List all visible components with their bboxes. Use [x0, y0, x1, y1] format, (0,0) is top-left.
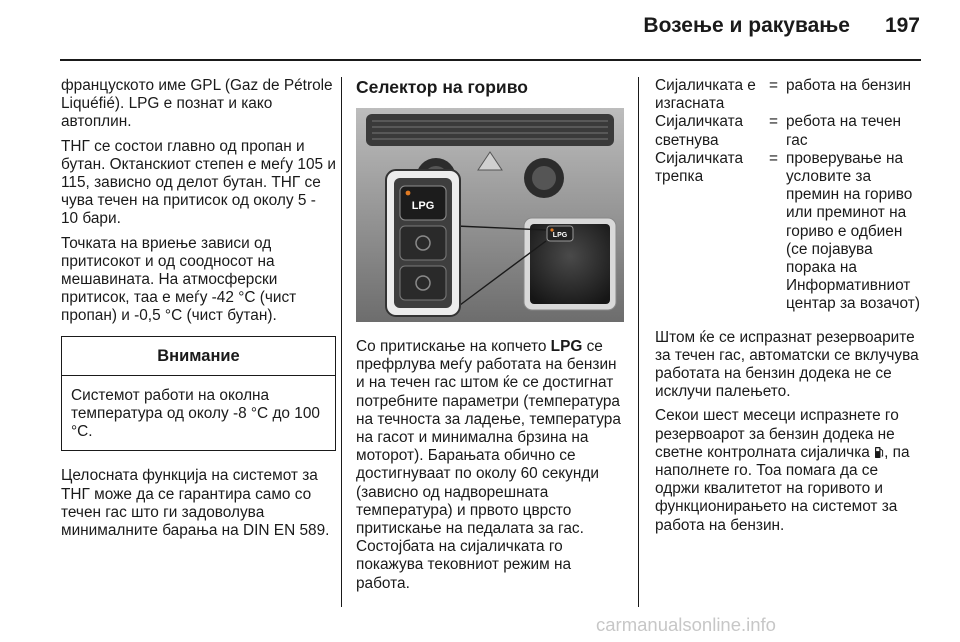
lpg-indicator-led: [406, 191, 411, 196]
column-left: [61, 77, 336, 546]
paragraph-lpg-composition: ТНГ се состои главно од пропан и бутан. Октанскиот степен е меѓу 105 и 115, зависно од делот бутан. ТНГ се чува течен на притисок од околу 5 - 10 бари.: [61, 137, 336, 228]
paragraph-din-norm: Целосната функција на системот за ТНГ може да се гарантира само со течен гас што ги задоволува минималните барања на DIN EN 589.: [61, 467, 330, 540]
maintenance-text-end: , па наполнете го. Тоа помага да се одржи квалитетот на горивото и функционирањето на системот за работа на бензин.: [655, 443, 910, 534]
body-text-rest: се префрлува меѓу работата на бензин и на течен гас штом ќе се достигнат потребните параметри (температура на течноста за ладење, температура на гасот и минимална брзина на моторот). Барањата обично се достигнуваат по околу 60 секунди (зависно од надворешната температура) и првото цврсто притискање на педалата за гас. Состојбата на сијаличката го покажува тековниот режим на работа.: [356, 338, 621, 592]
header-rule: [60, 59, 921, 61]
paragraph-auto-switch: Штом ќе се испразнат резервоарите за течен гас, автоматски се вклучува работата на бензин додека не се исклучи палењето.: [655, 328, 919, 401]
notice-heading: Внимание: [62, 337, 335, 376]
definition-description: проверување на условите за премин на гориво или преминот на гориво е одбиен (се појавува порака на Информативниот центар за возачот): [786, 149, 920, 313]
lpg-button-label: LPG: [411, 200, 435, 212]
notice-body: Системот работи на околна температура од околу -8 °C до 100 °C.: [71, 386, 320, 441]
notice-box: [61, 336, 336, 452]
fuel-selector-description: [356, 338, 626, 593]
definition-equals: =: [769, 77, 778, 94]
paragraph-gpl-name: францускoто име GPL (Gaz de Pétrole Liquéfié). LPG е познат и како автоплин.: [61, 77, 333, 131]
fuel-selector-figure: [356, 108, 624, 322]
watermark: carmanualsonline.info: [596, 614, 776, 635]
definition-equals: =: [769, 113, 778, 131]
fuel-pump-icon: [874, 445, 884, 459]
maintenance-text-start: Секои шест месеци испразнете го резервоарот за бензин додека не светне контролната сијаличка: [655, 407, 899, 461]
definition-description: работа на бензин: [786, 77, 912, 94]
definition-row: [655, 77, 925, 113]
column-divider-2: [638, 77, 639, 607]
page-number: 197: [884, 14, 920, 37]
paragraph-petrol-maintenance: [655, 407, 925, 534]
running-header-title: Возење и ракување: [643, 14, 850, 37]
lower-switch-1: [400, 226, 446, 260]
definition-description: ребота на течен гас: [786, 113, 902, 149]
definition-term: Сијаличката трепка: [655, 149, 744, 186]
definition-row: [655, 150, 925, 314]
definition-equals: =: [769, 149, 778, 167]
lpg-button-small-label: LPG: [552, 232, 568, 239]
column-divider-1: [341, 77, 342, 607]
lpg-keyword: LPG: [550, 338, 583, 355]
definition-term: Сијаличката е изгасната: [655, 77, 756, 113]
paragraph-boiling-point: Точката на вриење зависи од притисокот и од соодносот на мешавината. На атмосферски притисок, таа е меѓу -42 °C (чист пропан) и -0,5 °C (чист бутан).: [61, 234, 297, 325]
definition-row: [655, 113, 925, 149]
body-text-start: Со притискање на копчето: [356, 338, 551, 355]
section-title: Селектор на гориво: [356, 77, 528, 97]
column-middle: [356, 77, 626, 593]
air-vent: [366, 114, 614, 146]
column-right: [655, 77, 925, 541]
lower-switch-2: [400, 266, 446, 300]
definition-term: Сијаличката светнува: [655, 113, 744, 149]
